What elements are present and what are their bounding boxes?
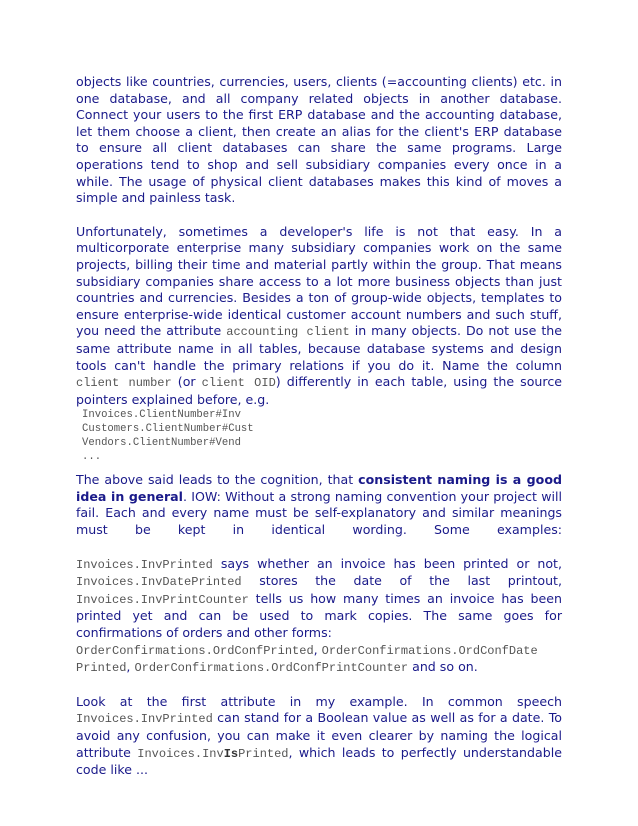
code-line: Vendors.ClientNumber#Vend (82, 437, 241, 450)
code-inv-date-printed: Invoices.InvDatePrinted (76, 575, 242, 590)
code-client-oid: client OID (201, 376, 276, 391)
code-example-block (82, 408, 562, 464)
text: can stand for a Boolean value as well as for a date. To avoid any confusion, you can make it even clearer by naming the logical attribute (76, 710, 562, 760)
code-line: ... (82, 451, 102, 464)
text: The above said leads to the cognition, that (76, 472, 359, 488)
text: , (313, 641, 322, 657)
code-ordconf-date: OrderConfirmations.OrdConfDate (321, 643, 538, 658)
text: (or (171, 374, 202, 390)
code-inv-print-counter: Invoices.InvPrintCounter (76, 592, 249, 607)
code-client-number: client number (76, 376, 172, 391)
text: Look at the first attribute in my example. In common speech (76, 693, 562, 709)
text: and so on. (408, 659, 478, 675)
paragraph-naming-convention (76, 472, 562, 538)
text: says whether an invoice has been printed or not, (212, 555, 562, 571)
code-inv-printed: Invoices.InvPrinted (76, 557, 213, 572)
emphasis-consistent-naming: consistent naming is a good idea in general (76, 472, 562, 504)
paragraph-client-databases: objects like countries, currencies, users, clients (=accounting clients) etc. in one database, and all company related objects in another database. Connect your users to the first ERP database and the accounting database, let them choose a client, then create an alias for the client's ERP database to ensure all client databases can share the same programs. Large operations tend to shop and sell subsidiary companies every once in a while. The usage of physical client databases makes this kind of moves a simple and painless task. (76, 74, 562, 206)
paragraph-multicorporate (76, 224, 562, 409)
text: ) differently in each table, using the source pointers explained before, e.g. (76, 374, 562, 407)
text: in many objects. Do not use the same attribute name in all tables, because database systems and design tools can't handle the primary relations if you do it. Name the column (76, 323, 562, 373)
code-inv-is-printed (137, 747, 288, 761)
code-part-bold: Is (223, 746, 239, 761)
code-ordconf-printed: OrderConfirmations.OrdConfPrinted (76, 643, 314, 658)
paragraph-examples (76, 556, 562, 677)
code-accounting-client: accounting client (226, 325, 350, 340)
code-line: Invoices.ClientNumber#Inv (82, 409, 241, 422)
paragraph-boolean-attribute (76, 694, 562, 779)
code-line: Customers.ClientNumber#Cust (82, 423, 254, 436)
code-part: Invoices.Inv (137, 746, 224, 761)
text: tells us how many times an invoice has been printed yet and can be used to mark copies. The same goes for confirmations of orders and other forms: (76, 590, 562, 641)
text: stores the date of the last printout, (241, 573, 562, 589)
code-ordconf-date-cont: Printed (76, 661, 127, 676)
text: Unfortunately, sometimes a developer's life is not that easy. In a multicorporate enterprise many subsidiary companies work on the same projects, billing their time and material partly within the group. That means subsidiary companies share access to a lot more business objects than just countries and currencies. Besides a ton of group-wide objects, templates to ensure enterprise-wide identical customer account numbers and such stuff, you need the attribute (76, 223, 562, 339)
code-part: Printed (238, 746, 289, 761)
text: , which leads to perfectly understandable code like ... (76, 744, 562, 778)
code-ordconf-print-counter: OrderConfirmations.OrdConfPrintCounter (134, 661, 409, 676)
text: . IOW: Without a strong naming convention your project will fail. Each and every name must be self-explanatory and similar meanings must be kept in identical wording. Some examples: (76, 488, 562, 538)
code-inv-printed-2: Invoices.InvPrinted (76, 712, 213, 727)
text: , (126, 659, 135, 675)
